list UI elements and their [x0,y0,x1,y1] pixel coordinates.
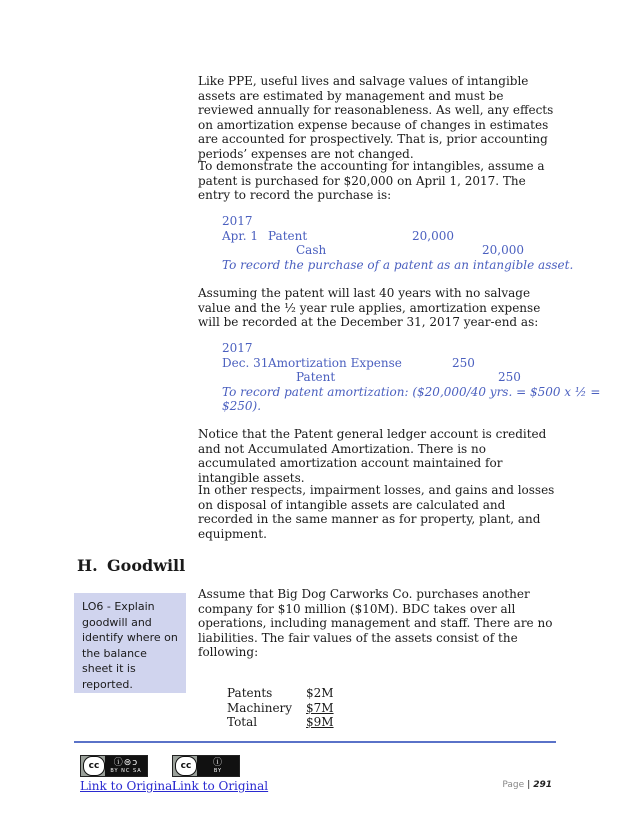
paragraph-impairment [198,483,560,541]
asset-value: $7M [306,700,334,715]
journal-entry-amortization [222,341,601,414]
page-separator: | [527,780,531,790]
paragraph-text: Assume that Big Dog Carworks Co. purchases another company for $10 million ($10M). BDC takes over all operations, including management and staff. There are no liabilities. The fair values of the assets consist of the following: [198,587,553,660]
asset-label: Total [227,715,258,730]
table-row [227,715,347,730]
debit-amount: 250 [452,355,475,370]
paragraph-text: Like PPE, useful lives and salvage values of intangible assets are estimated by management and must be reviewed annually for reasonableness. As well, any effects on amortization expense because of changes in estimates are accounted for prospectively. That is, prior accounting periods’ expenses are not changed. [198,74,554,161]
paragraph-text: To demonstrate the accounting for intangibles, assume a patent is purchased for $20,000 on April 1, 2017. The entry to record the purchase is: [198,159,545,203]
paragraph-text: Assuming the patent will last 40 years with no salvage value and the ½ year rule applies, amortization expense will be recorded at the December 31, 2017 year-end as: [198,286,541,330]
journal-entry-purchase [222,214,574,272]
paragraph-amortization [198,286,560,330]
paragraph-patent-example [198,159,560,203]
page-number [502,780,552,790]
cc-logo-icon: cc [83,756,105,776]
license-label: BY [213,768,223,774]
entry-memo-line1: To record patent amortization: ($20,000/40 yrs. = $500 x ½ = [222,384,601,399]
link-to-original-2[interactable]: Link to Original [172,779,269,793]
asset-value: $9M [306,715,334,730]
entry-date: Apr. 1 [222,228,259,243]
table-row [227,686,347,701]
cc-by-badge [172,755,240,777]
learning-objective-box: LO6 - Explain goodwill and identify where on the balance sheet it is reported. [74,593,186,693]
table-row [227,701,347,716]
license-label: BY NC SA [110,768,142,774]
paragraph-text: Notice that the Patent general ledger account is credited and not Accumulated Amortization. There is no accumulated amortization account maintained for intangible assets. [198,427,547,485]
entry-memo-line2: $250). [222,399,262,414]
assets-table [227,686,347,730]
cc-by-nc-sa-badge [80,755,148,777]
entry-year: 2017 [222,341,253,355]
footer-divider [74,741,556,743]
cc-logo-icon: cc [175,756,197,776]
link-to-original-1[interactable]: Link to Original [80,779,177,793]
asset-label: Machinery [227,700,293,715]
section-number: H. [77,556,98,575]
section-title: Goodwill [107,556,186,575]
asset-value: $2M [306,686,334,700]
entry-year: 2017 [222,214,253,228]
entry-memo: To record the purchase of a patent as an intangible asset. [222,257,574,272]
page-label: Page [502,780,525,790]
page-number-value: 291 [533,780,552,790]
paragraph-ppe-estimates [198,74,560,162]
entry-date: Dec. 31 [222,355,269,370]
paragraph-patent-credited [198,427,560,485]
credit-amount: 20,000 [482,243,524,258]
debit-account: Patent [268,228,308,243]
credit-account: Patent [296,370,336,385]
section-heading [77,556,185,575]
license-icons: ⓘ⊜ↄ [113,758,139,768]
asset-label: Patents [227,686,273,700]
debit-amount: 20,000 [412,228,454,243]
credit-account: Cash [296,243,327,258]
credit-amount: 250 [498,370,521,385]
paragraph-goodwill-example [198,587,560,660]
paragraph-text: In other respects, impairment losses, and gains and losses on disposal of intangible assets are calculated and recorded in the same manner as for property, plant, and equipment. [198,483,555,541]
license-icons: ⓘ [212,758,223,768]
debit-account: Amortization Expense [268,355,402,370]
